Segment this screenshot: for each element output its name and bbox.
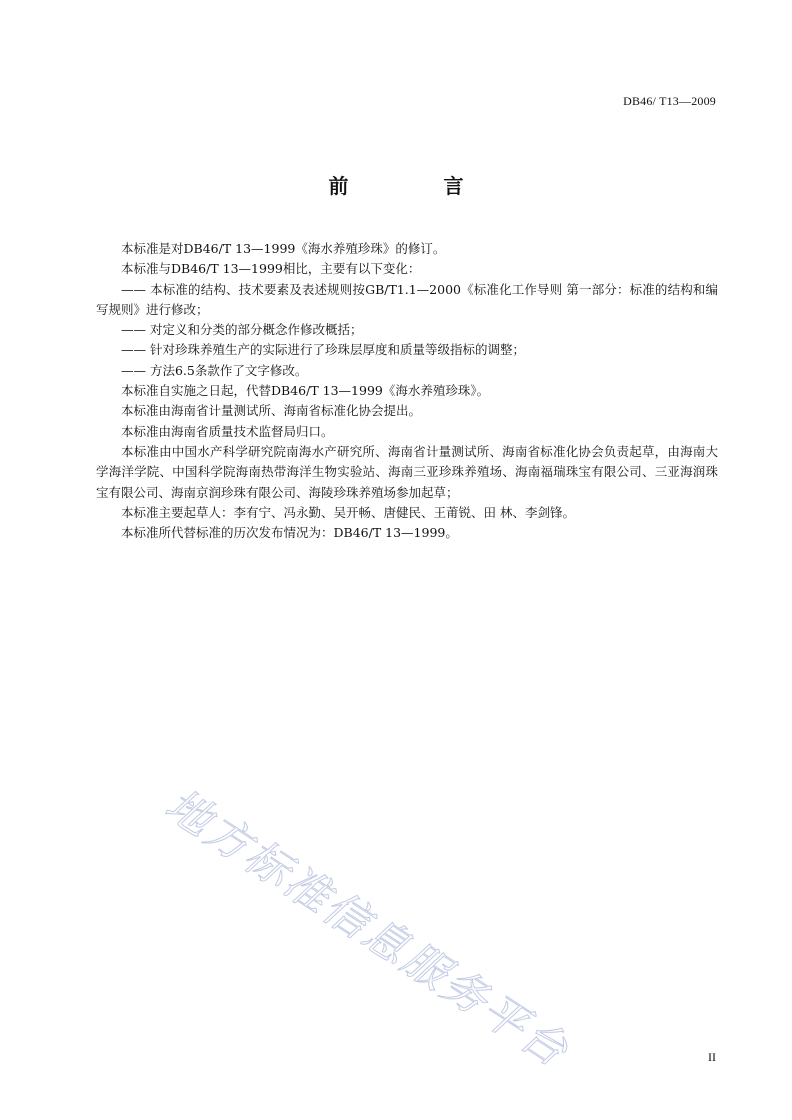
paragraph-changes-intro: 本标准与DB46/T 13—1999相比，主要有以下变化：	[121, 261, 421, 277]
foreword-body	[96, 239, 718, 543]
watermark: 地方标准信息服务平台	[156, 779, 579, 1078]
page-number: II	[708, 1050, 716, 1064]
paragraph-main-drafters: 本标准主要起草人：李有宁、冯永勤、吴开畅、唐健民、王莆锐、田 林、李剑锋。	[121, 504, 575, 520]
list-item-change-definitions: —— 对定义和分类的部分概念作修改概括；	[121, 322, 363, 338]
paragraph-revision-of: 本标准是对DB46/T 13—1999《海水养殖珍珠》的修订。	[121, 241, 446, 256]
list-item-change-method: —— 方法6.5条款作了文字修改。	[121, 362, 308, 378]
paragraph-replaces: 本标准自实施之日起，代替DB46/T 13—1999《海水养殖珍珠》。	[121, 383, 490, 399]
paragraph-managed-by: 本标准由海南省质量技术监督局归口。	[121, 423, 334, 439]
paragraph-history: 本标准所代替标准的历次发布情况为：DB46/T 13—1999。	[121, 525, 458, 541]
paragraph-drafted-by: 本标准由中国水产科学研究院南海水产研究所、海南省计量测试所、海南省标准化协会负责起草，由海南大学海洋学院、中国科学院海南热带海洋生物实验站、海南三亚珍珠养殖场、海南福瑞珠宝有限公司、三亚海润珠宝有限公司、海南京润珍珠有限公司、海陵珍珠养殖场参加起草；	[96, 443, 718, 500]
list-item-change-indicators: —— 针对珍珠养殖生产的实际进行了珍珠层厚度和质量等级指标的调整；	[121, 342, 525, 358]
standard-code: DB46/ T13—2009	[623, 94, 716, 108]
list-item-change-structure: —— 本标准的结构、技术要素及表述规则按GB/T1.1—2000《标准化工作导则 第一部分：标准的结构和编写规则》进行修改；	[96, 281, 718, 317]
paragraph-proposed-by: 本标准由海南省计量测试所、海南省标准化协会提出。	[121, 403, 422, 419]
page-title: 前 言	[328, 174, 508, 198]
